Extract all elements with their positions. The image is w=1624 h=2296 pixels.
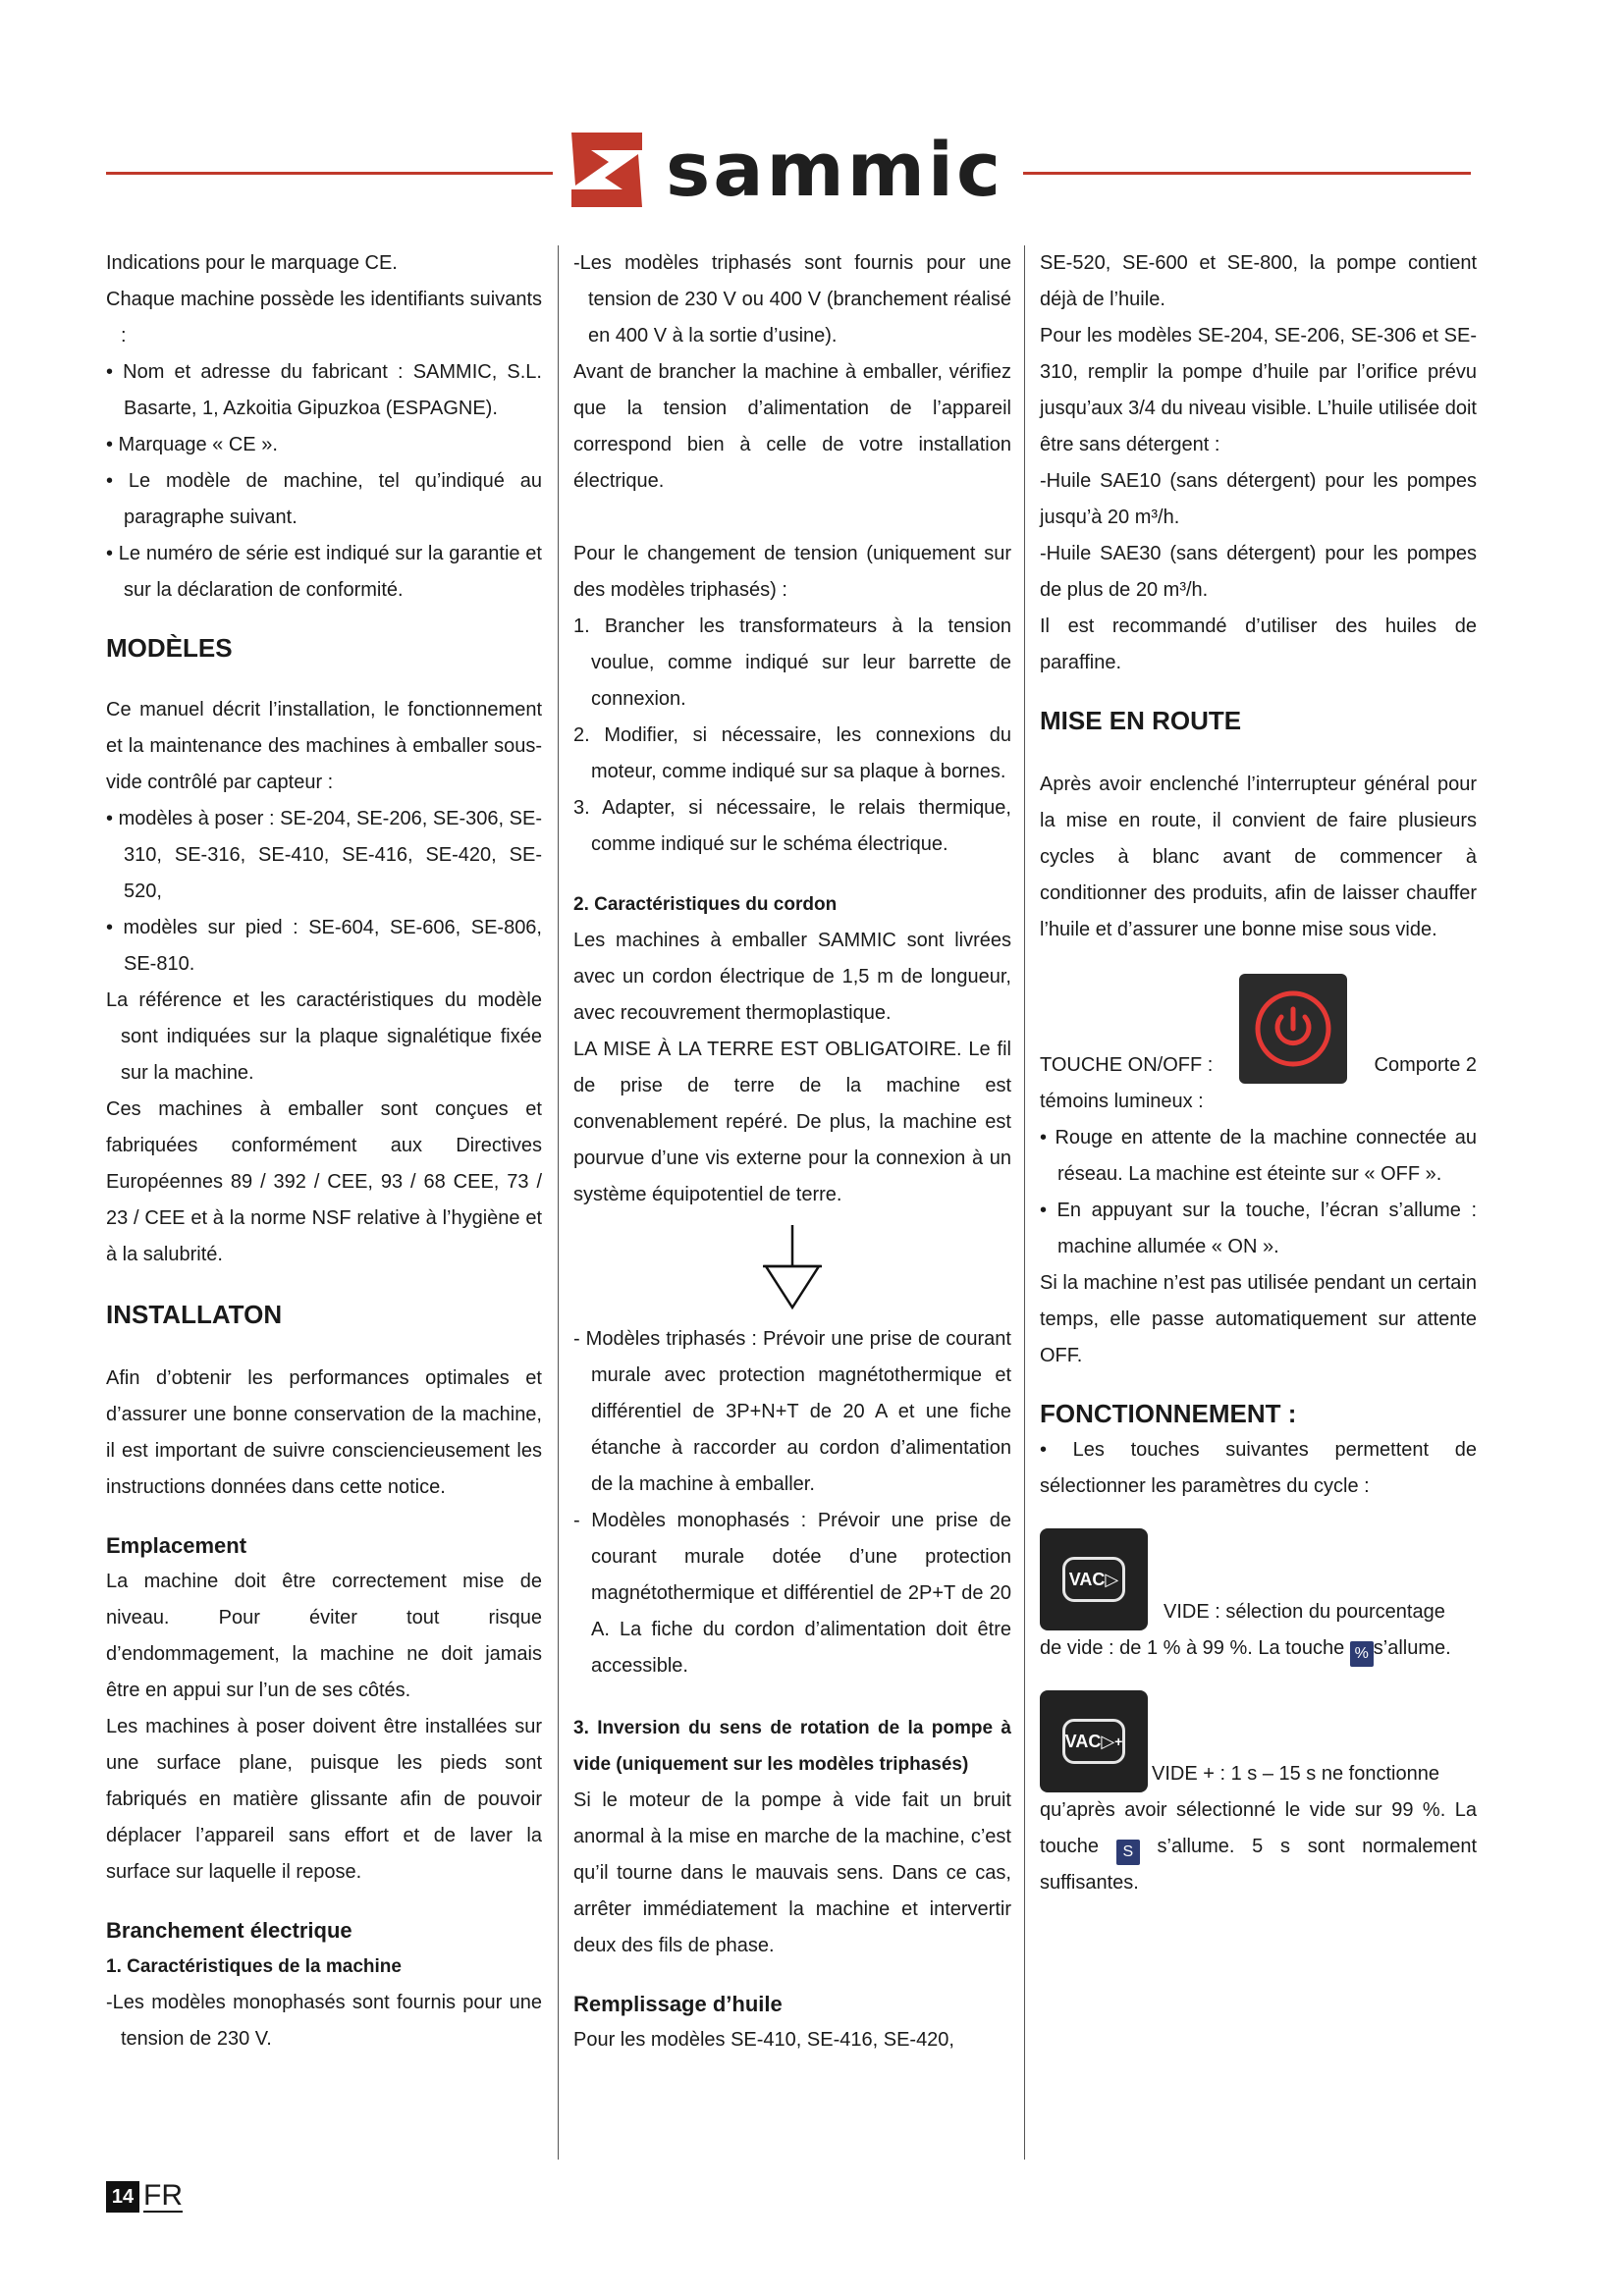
installation-text: Afin d’obtenir les performances optimales et d’assurer une bonne conservation de la machine, il est important de suivre consciencieusement les instructions données dans cette notice. [106,1367,542,1498]
percent-indicator-icon: % [1350,1641,1374,1667]
column-2 [573,245,1011,2058]
onoff-row [1040,966,1477,1084]
three-phase-plug-text: - Modèles triphasés : Prévoir une prise de courant murale avec protection magnétothermique et différentiel de 3P+N+T de 20 A et une fiche étanche à raccorder au cordon d’alimentation de la machine à emballer. [573,1328,1011,1495]
startup-text: Après avoir enclenché l’interrupteur général pour la mise en route, il convient de faire plusieurs cycles à blanc avant de commencer à conditionner des produits, afin de laisser chauffer l’huile et d’assurer une bonne mise sous vide. [1040,774,1477,940]
models-intro: Ce manuel décrit l’installation, le fonctionnement et la maintenance des machines à emballer sous-vide contrôlé par capteur : [106,699,542,793]
list-item: • modèles à poser : SE-204, SE-206, SE-306, SE-310, SE-316, SE-410, SE-416, SE-420, SE-520, [106,808,542,902]
subheading-location: Emplacement [106,1533,247,1558]
vacplus-row [1040,1684,1477,1792]
column-divider [558,245,559,2160]
ce-marking-intro: Indications pour le marquage CE. [106,252,398,274]
sammic-s-icon [562,129,652,211]
list-item: • Nom et adresse du fabricant : SAMMIC, S.L. Basarte, 1, Azkoitia Gipuzkoa (ESPAGNE). [106,361,542,419]
column-3 [1040,245,1477,1901]
onoff-after-text: Comporte 2 [1374,1054,1477,1076]
vac-button-image [1040,1528,1148,1630]
header-rule-right [1023,172,1471,175]
list-item: 3. Adapter, si nécessaire, le relais thermique, comme indiqué sur le schéma électrique. [573,797,1011,855]
section-heading-models: MODÈLES [106,633,233,663]
location-text-2: Les machines à poser doivent être installées sur une surface plane, puisque les pieds sont fabriqués en matière glissante afin de pouvoir déplacer l’appareil sans effort et de laver la surface sur laquelle il repose. [106,1716,542,1883]
oil-sae10-text: -Huile SAE10 (sans détergent) pour les pompes jusqu’à 20 m³/h. [1040,470,1477,528]
vacplus-caption: VIDE + : 1 s – 15 s ne fonctionne [1152,1763,1439,1785]
conformity-text: Ces machines à emballer sont conçues et fabriquées conformément aux Directives Européennes 89 / 392 / CEE, 93 / 68 CEE, 73 / 23 / CEE et à la norme NSF relative à l’hygiène et à la salubrité. [106,1098,542,1265]
vac-caption: VIDE : sélection du pourcentage [1164,1601,1445,1623]
oil-fill-text: Pour les modèles SE-204, SE-206, SE-306 et SE-310, remplir la pompe d’huile par l’orifice prévu jusqu’aux 3/4 du niveau visible. L’huile utilisée doit être sans détergent : [1040,325,1477,455]
equipotential-symbol [573,1213,1011,1321]
column-divider [1024,245,1025,2160]
oil-text-start: Pour les modèles SE-410, SE-416, SE-420, [573,2029,954,2051]
language-code: FR [143,2179,183,2212]
operation-intro: • Les touches suivantes permettent de sélectionner les paramètres du cycle : [1040,1439,1477,1497]
list-item: • Rouge en attente de la machine connectée au réseau. La machine est éteinte sur « OFF ». [1040,1127,1477,1185]
list-item: • Le numéro de série est indiqué sur la garantie et sur la déclaration de conformité. [106,543,542,601]
subheading-oil: Remplissage d’huile [573,1992,783,2016]
single-phase-plug-text: - Modèles monophasés : Prévoir une prise de courant murale dotée d’une protection magnétothermique et différentiel de 2P+T de 20 A. La fiche du cordon d’alimentation doit être accessible. [573,1510,1011,1677]
list-item: • En appuyant sur la touche, l’écran s’allume : machine allumée « ON ». [1040,1200,1477,1257]
location-text-1: La machine doit être correctement mise de niveau. Pour éviter tout risque d’endommagement, la machine ne doit jamais être en appui sur l’un de ses côtés. [106,1571,542,1701]
three-phase-text: -Les modèles triphasés sont fournis pour une tension de 230 V ou 400 V (branchement réalisé en 400 V à la sortie d’usine). [573,252,1011,347]
list-item: 1. Brancher les transformateurs à la tension voulue, comme indiqué sur leur barrette de connexion. [573,615,1011,710]
list-item: • Le modèle de machine, tel qu’indiqué au paragraphe suivant. [106,470,542,528]
inversion-text: Si le moteur de la pompe à vide fait un bruit anormal à la mise en marche de la machine, c’est qu’il tourne dans le mauvais sens. Dans ce cas, arrêter immédiatement la machine et intervertir deux des fils de phase. [573,1789,1011,1956]
page-footer [106,2181,183,2213]
ground-icon [758,1223,827,1311]
brand-name: sammic [666,126,1004,213]
section-heading-operation: FONCTIONNEMENT : [1040,1399,1297,1428]
list-item: 2. Modifier, si nécessaire, les connexions du moteur, comme indiqué sur sa plaque à bornes. [573,724,1011,782]
cord-text: Les machines à emballer SAMMIC sont livrées avec un cordon électrique de 1,5 m de longueur, avec recouvrement thermoplastique. [573,930,1011,1024]
section-heading-startup: MISE EN ROUTE [1040,706,1242,735]
voltage-check-text: Avant de brancher la machine à emballer, vérifiez que la tension d’alimentation de l’appareil correspond bien à celle de votre installation électrique. [573,361,1011,492]
vacplus-description: qu’après avoir sélectionné le vide sur 99 %. La touche S s’allume. 5 s sont normalement suffisantes. [1040,1799,1477,1894]
vac-row [1040,1522,1477,1630]
voltage-change-intro: Pour le changement de tension (uniquement sur des modèles triphasés) : [573,543,1011,601]
sammic-logo [562,126,1015,214]
list-item: • Marquage « CE ». [106,434,278,455]
subheading-machine-characteristics: 1. Caractéristiques de la machine [106,1956,402,1977]
reference-text: La référence et les caractéristiques du modèle sont indiquées sur la plaque signalétique fixée sur la machine. [106,989,542,1084]
s-indicator-icon: S [1116,1840,1140,1865]
vacplus-button-image [1040,1690,1148,1792]
list-item: • modèles sur pied : SE-604, SE-606, SE-806, SE-810. [106,917,542,975]
identifiers-text: Chaque machine possède les identifiants suivants : [106,289,542,347]
header-rule-left [106,172,553,175]
earthing-text: LA MISE À LA TERRE EST OBLIGATOIRE. Le fil de prise de terre de la machine est convenablement repéré. De plus, la machine est pourvue d’une vis externe pour la connexion à un système équipotentiel de terre. [573,1039,1011,1205]
onoff-label: TOUCHE ON/OFF : [1040,1054,1214,1076]
page-number: 14 [106,2181,139,2213]
oil-text-continued: SE-520, SE-600 et SE-800, la pompe contient déjà de l’huile. [1040,252,1477,310]
vacplus-icon: VAC ▷ + [1062,1719,1125,1764]
vac-icon: VAC ▷ [1062,1557,1125,1602]
single-phase-text: -Les modèles monophasés sont fournis pour une tension de 230 V. [106,1992,542,2050]
onoff-button-image [1239,974,1347,1084]
subheading-inversion: 3. Inversion du sens de rotation de la pompe à vide (uniquement sur les modèles triphasés) [573,1718,1011,1775]
onoff-indicators-text: témoins lumineux : [1040,1091,1204,1112]
vac-description: de vide : de 1 % à 99 %. La touche % s’allume. [1040,1630,1477,1667]
column-1 [106,245,542,2057]
subheading-cord: 2. Caractéristiques du cordon [573,894,838,915]
section-heading-installation: INSTALLATON [106,1300,283,1329]
oil-sae30-text: -Huile SAE30 (sans détergent) pour les pompes de plus de 20 m³/h. [1040,543,1477,601]
onoff-idle-text: Si la machine n’est pas utilisée pendant un certain temps, elle passe automatiquement sur attente OFF. [1040,1272,1477,1366]
power-icon [1252,988,1334,1070]
oil-paraffin-text: Il est recommandé d’utiliser des huiles de paraffine. [1040,615,1477,673]
subheading-electrical: Branchement électrique [106,1918,352,1943]
